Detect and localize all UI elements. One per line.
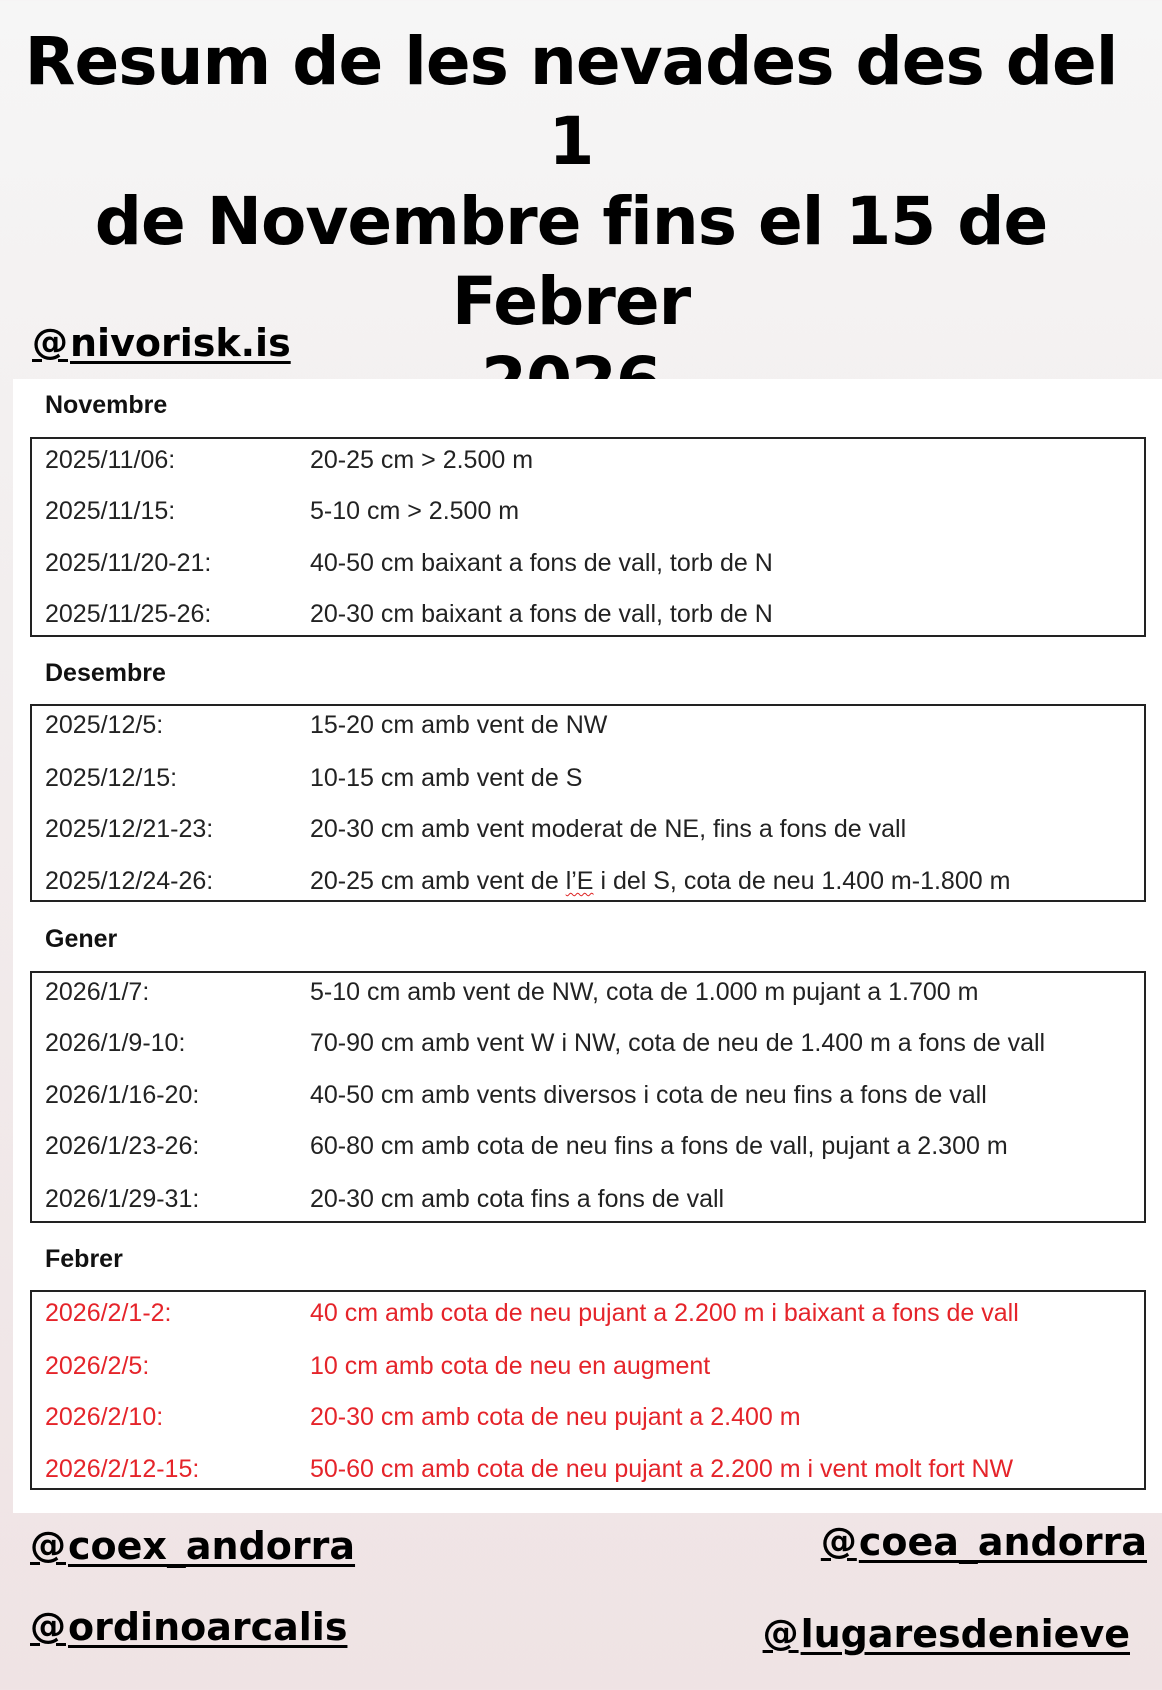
threads-icon: @ — [30, 1606, 66, 1647]
table-row — [45, 975, 1140, 1009]
handle-ordinoarcalis-label: ordinoarcalis — [68, 1605, 348, 1649]
entry-date: 2026/1/9-10: — [45, 1029, 186, 1057]
entry-description-part: 20-25 cm amb vent de — [310, 867, 566, 895]
handle-lugaresdenieve-label: lugaresdenieve — [800, 1612, 1130, 1656]
handle-nivorisk-link[interactable] — [32, 320, 291, 366]
month-table-novembre — [30, 437, 1146, 637]
threads-icon: @ — [32, 322, 68, 363]
entry-description: 60-80 cm amb cota de neu fins a fons de vall, pujant a 2.300 m — [310, 1132, 1008, 1160]
entry-date: 2026/1/7: — [45, 978, 150, 1006]
month-table-gener — [30, 971, 1146, 1223]
table-row — [45, 1452, 1140, 1486]
handle-ordinoarcalis-link[interactable] — [30, 1604, 347, 1650]
entry-date: 2025/11/06: — [45, 446, 176, 474]
threads-icon: @ — [820, 1521, 857, 1562]
table-row — [45, 1078, 1140, 1112]
entry-description: 10-15 cm amb vent de S — [310, 764, 583, 792]
threads-icon: @ — [30, 1525, 66, 1566]
table-row — [45, 864, 1140, 898]
table-row — [45, 761, 1140, 795]
handle-coea-andorra-label: coea_andorra — [858, 1520, 1147, 1564]
entry-description: 20-30 cm amb vent moderat de NE, fins a fons de vall — [310, 815, 907, 843]
title-line-1: Resum de les nevades des del 1 — [24, 23, 1118, 180]
month-table-febrer — [30, 1290, 1146, 1490]
entry-date: 2025/11/25-26: — [45, 600, 212, 628]
table-row — [45, 1349, 1140, 1383]
month-table-desembre — [30, 704, 1146, 902]
entry-description: 20-25 cm > 2.500 m — [310, 446, 534, 474]
entry-description: 40-50 cm amb vents diversos i cota de neu fins a fons de vall — [310, 1081, 987, 1109]
table-row — [45, 1026, 1140, 1060]
month-heading-desembre: Desembre — [45, 659, 166, 687]
entry-date: 2026/1/16-20: — [45, 1081, 200, 1109]
handle-coex-andorra-label: coex_andorra — [68, 1524, 356, 1568]
entry-date: 2026/2/10: — [45, 1403, 164, 1431]
entry-date: 2025/12/5: — [45, 711, 164, 739]
spellcheck-marked-word: l’E — [565, 867, 594, 895]
entry-date: 2026/2/1-2: — [45, 1299, 172, 1327]
entry-description: 20-30 cm baixant a fons de vall, torb de N — [310, 600, 773, 628]
handle-lugaresdenieve-link[interactable] — [763, 1611, 1130, 1657]
entry-description: 50-60 cm amb cota de neu pujant a 2.200 m i vent molt fort NW — [310, 1455, 1014, 1483]
table-row — [45, 546, 1140, 580]
entry-description: 5-10 cm amb vent de NW, cota de 1.000 m pujant a 1.700 m — [310, 978, 979, 1006]
snowfall-document — [13, 379, 1162, 1513]
entry-date: 2025/11/20-21: — [45, 549, 212, 577]
entry-description — [310, 864, 1010, 898]
table-row — [45, 812, 1140, 846]
month-heading-novembre: Novembre — [45, 391, 168, 419]
handle-nivorisk-label: nivorisk.is — [70, 321, 291, 365]
entry-description: 5-10 cm > 2.500 m — [310, 497, 520, 525]
entry-date: 2026/1/23-26: — [45, 1132, 200, 1160]
entry-date: 2025/11/15: — [45, 497, 176, 525]
table-row — [45, 443, 1140, 477]
handle-coex-andorra-link[interactable] — [30, 1523, 355, 1569]
title-line-2: de Novembre fins el 15 de Febrer — [94, 183, 1048, 340]
month-heading-febrer: Febrer — [45, 1245, 123, 1273]
entry-description: 20-30 cm amb cota fins a fons de vall — [310, 1185, 725, 1213]
entry-description: 40 cm amb cota de neu pujant a 2.200 m i baixant a fons de vall — [310, 1299, 1019, 1327]
entry-date: 2025/12/15: — [45, 764, 178, 792]
table-row — [45, 1129, 1140, 1163]
entry-description: 20-30 cm amb cota de neu pujant a 2.400 m — [310, 1403, 801, 1431]
entry-description: 70-90 cm amb vent W i NW, cota de neu de 1.400 m a fons de vall — [310, 1029, 1046, 1057]
table-row — [45, 597, 1140, 631]
handle-coea-andorra-link[interactable] — [821, 1519, 1147, 1565]
entry-description: 15-20 cm amb vent de NW — [310, 711, 608, 739]
table-row — [45, 1296, 1140, 1330]
entry-date: 2026/2/12-15: — [45, 1455, 200, 1483]
entry-description: 10 cm amb cota de neu en augment — [310, 1352, 711, 1380]
threads-icon: @ — [762, 1613, 799, 1654]
entry-description: 40-50 cm baixant a fons de vall, torb de N — [310, 549, 773, 577]
entry-date: 2025/12/21-23: — [45, 815, 214, 843]
entry-date: 2025/12/24-26: — [45, 867, 214, 895]
table-row — [45, 1400, 1140, 1434]
table-row — [45, 1182, 1140, 1216]
month-heading-gener: Gener — [45, 925, 118, 953]
table-row — [45, 708, 1140, 742]
table-row — [45, 494, 1140, 528]
entry-date: 2026/2/5: — [45, 1352, 150, 1380]
entry-date: 2026/1/29-31: — [45, 1185, 200, 1213]
entry-description-part: i del S, cota de neu 1.400 m-1.800 m — [593, 867, 1011, 895]
